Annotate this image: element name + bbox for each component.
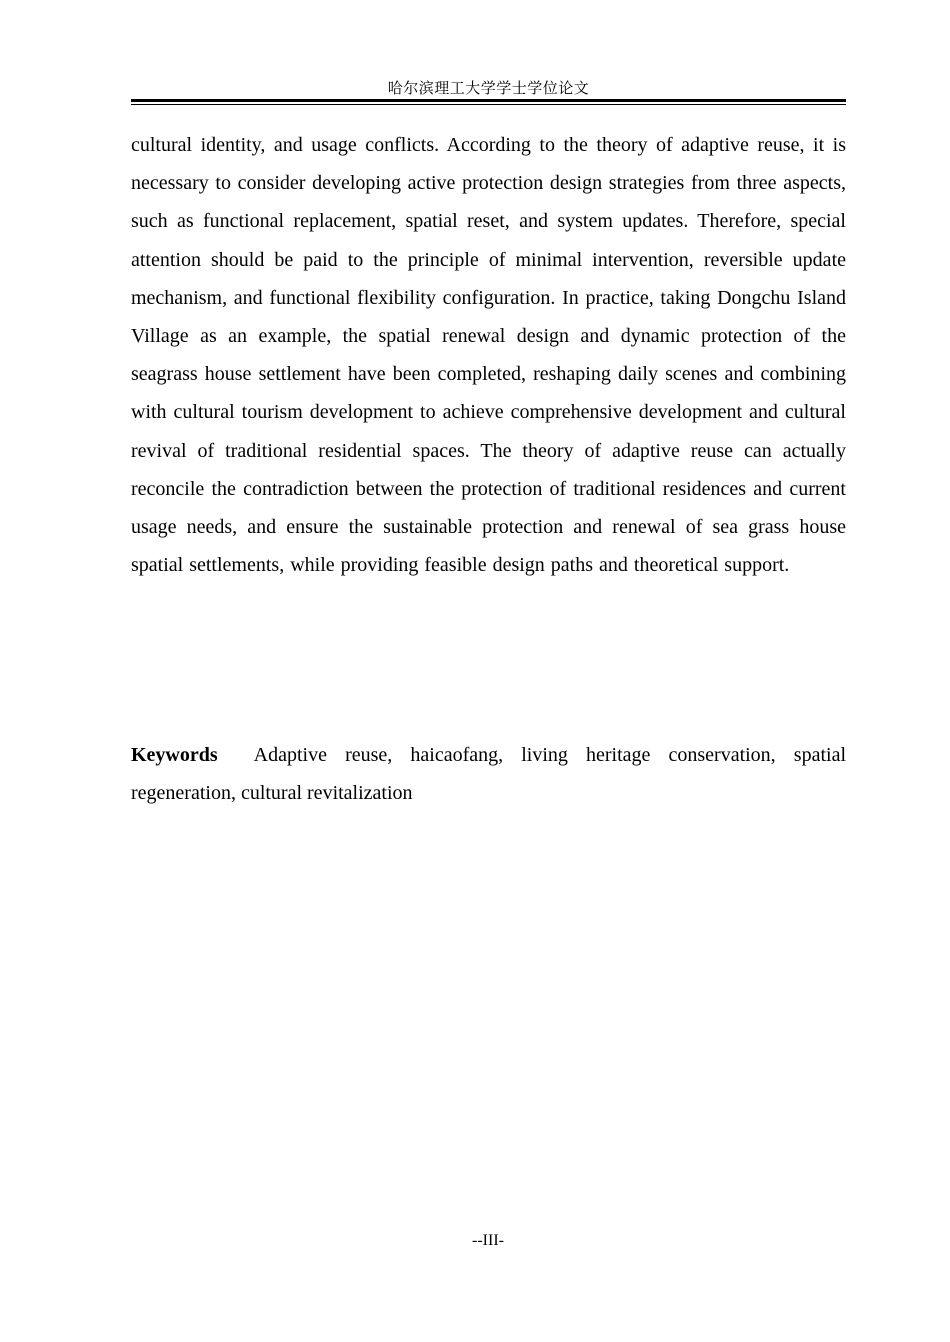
abstract-paragraph: cultural identity, and usage conflicts. According to the theory of adaptive reuse, it is necessary to consider developing active protection design strategies from three aspects, such as functional replacement, spatial reset, and system updates. Therefore, special attention should be paid to the principle of minimal intervention, reversible update mechanism, and functional flexibility configuration. In practice, taking Dongchu Island Village as an example, the spatial renewal design and dynamic protection of the seagrass house settlement have been completed, reshaping daily scenes and combining with cultural tourism development to achieve comprehensive development and cultural revival of traditional residential spaces. The theory of adaptive reuse can actually reconcile the contradiction between the protection of traditional residences and current usage needs, and ensure the sustainable protection and renewal of sea grass house spatial settlements, while providing feasible design paths and theoretical support. [131, 134, 846, 577]
keywords-block [131, 736, 846, 812]
keywords-text: Adaptive reuse, haicaofang, living heritage conservation, spatial regeneration, cultural revitalization [131, 744, 846, 805]
page-number: --III- [472, 1232, 504, 1249]
running-header: 哈尔滨理工大学学士学位论文 [387, 79, 590, 97]
header-rule-thick [131, 99, 846, 102]
keywords-label: Keywords [131, 744, 218, 766]
header-rule-thin [131, 104, 846, 105]
